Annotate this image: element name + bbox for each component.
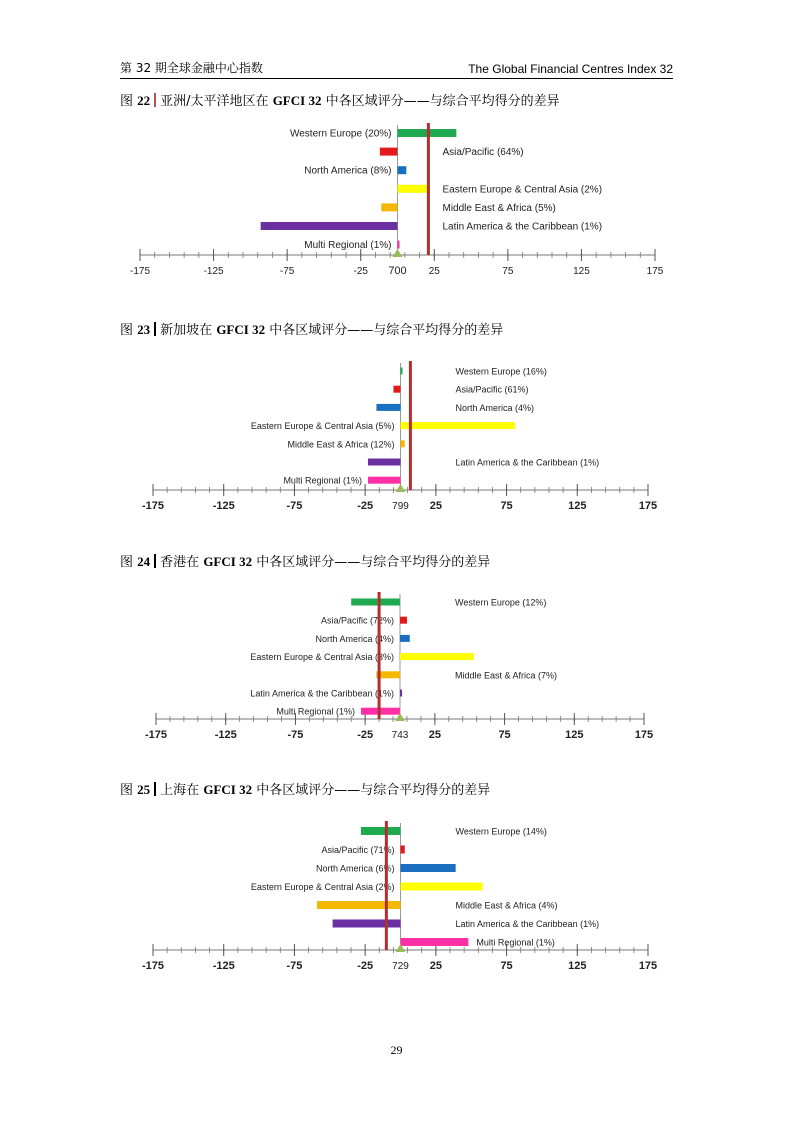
bar (398, 166, 407, 174)
bar-label: Western Europe (14%) (455, 826, 547, 837)
bar-label: North America (6%) (315, 863, 395, 874)
bar (361, 827, 401, 835)
bar-label: Latin America & the Caribbean (1%) (455, 919, 600, 929)
x-tick-label: 75 (500, 500, 513, 512)
bar-label: Latin America & the Caribbean (1%) (250, 688, 394, 699)
x-tick-label: 175 (638, 960, 658, 972)
x-tick-label: 175 (638, 500, 658, 512)
center-score-label: 743 (391, 730, 409, 741)
x-tick-label: -75 (286, 960, 303, 972)
x-tick-label: 125 (568, 960, 587, 972)
bar-label: Asia/Pacific (61%) (455, 384, 529, 395)
bar (401, 440, 405, 447)
x-tick-label: -25 (357, 500, 374, 512)
x-tick-label: -125 (203, 266, 224, 277)
bar-label: Eastern Europe & Central Asia (5%) (250, 421, 395, 432)
x-tick-label: -125 (214, 729, 237, 741)
x-tick-label: -175 (129, 266, 151, 277)
x-tick-label: 125 (568, 500, 587, 512)
x-tick-label: 25 (429, 500, 442, 512)
header-title-cn: 第 32 期全球金融中心指数 (120, 61, 263, 75)
x-tick-label: -75 (287, 729, 304, 741)
caption-gfci: GFCI 32 (203, 554, 253, 569)
bar-label: Middle East & Africa (7%) (455, 670, 558, 681)
chart-25 (142, 821, 657, 972)
x-tick-label: -25 (357, 960, 374, 972)
bar-label: Multi Regional (1%) (476, 937, 555, 948)
x-tick-label: 25 (429, 960, 442, 972)
bar (401, 846, 405, 854)
caption-text: 香港在 (160, 555, 200, 570)
bar-label: Western Europe (16%) (455, 366, 547, 377)
bar-label: Latin America & the Caribbean (1%) (455, 457, 600, 468)
page-number: 29 (390, 1043, 403, 1057)
x-tick-label: 125 (573, 266, 590, 277)
bar (261, 222, 398, 230)
caption-text: 上海在 (160, 783, 200, 798)
bar (398, 185, 430, 193)
bar-label: Middle East & Africa (5%) (442, 202, 556, 214)
caption-prefix: 图 (120, 94, 134, 109)
caption-suffix: 中各区域评分——与综合平均得分的差异 (256, 783, 491, 798)
caption-text: 亚洲/太平洋地区在 (160, 94, 269, 109)
center-score-label: 700 (388, 265, 407, 277)
figure-number: 24 (137, 554, 151, 569)
bar-label: Asia/Pacific (72%) (320, 615, 394, 626)
x-tick-label: 25 (428, 729, 441, 741)
bar-label: Eastern Europe & Central Asia (2%) (250, 882, 395, 892)
bar-label: Multi Regional (1%) (283, 475, 362, 486)
bar (400, 617, 407, 624)
caption-suffix: 中各区域评分——与综合平均得分的差异 (269, 323, 504, 338)
caption-suffix: 中各区域评分——与综合平均得分的差异 (325, 94, 560, 109)
caption-suffix: 中各区域评分——与综合平均得分的差异 (256, 555, 491, 570)
x-tick-label: 75 (500, 960, 513, 972)
center-score-label: 799 (392, 501, 409, 512)
bar (401, 864, 456, 872)
bar-label: North America (4%) (455, 402, 535, 413)
x-tick-label: -75 (286, 500, 303, 512)
x-tick-label: -175 (141, 500, 165, 512)
x-tick-label: -125 (212, 960, 235, 972)
figure-number: 23 (137, 322, 151, 337)
center-score-label: 729 (392, 961, 409, 972)
x-tick-label: 75 (498, 729, 511, 741)
x-tick-label: -75 (279, 266, 295, 277)
bar-label: Asia/Pacific (71%) (321, 845, 395, 855)
bar (351, 599, 400, 606)
bar-label: North America (8%) (304, 165, 392, 177)
bar-label: Western Europe (20%) (289, 128, 392, 140)
bar-label: Asia/Pacific (64%) (442, 147, 524, 159)
x-tick-label: 25 (428, 266, 440, 277)
bar-label: Multi Regional (1%) (304, 240, 392, 252)
bar (401, 883, 483, 891)
x-tick-label: 175 (646, 266, 664, 277)
bar (368, 477, 401, 484)
bar (398, 241, 400, 249)
center-marker-icon (396, 484, 406, 492)
bar-label: Eastern Europe & Central Asia (2%) (442, 184, 603, 196)
chart-24 (145, 592, 653, 741)
x-tick-label: 75 (502, 266, 514, 277)
bar (333, 920, 401, 928)
caption-gfci: GFCI 32 (216, 322, 266, 337)
x-tick-label: 175 (634, 729, 654, 741)
bar (401, 368, 403, 375)
caption-prefix: 图 (120, 783, 134, 798)
chart-23 (142, 361, 657, 512)
bar (381, 203, 397, 211)
center-marker-icon (393, 249, 403, 257)
bar (393, 386, 400, 393)
figure-number: 25 (137, 782, 151, 797)
bar-label: Multi Regional (1%) (276, 706, 355, 717)
bar-label: Eastern Europe & Central Asia (3%) (250, 652, 394, 663)
x-tick-label: -125 (212, 500, 235, 512)
x-tick-label: -25 (357, 729, 374, 741)
bar (400, 653, 474, 660)
bar-label: Middle East & Africa (12%) (287, 439, 395, 450)
caption-text: 新加坡在 (160, 323, 213, 338)
chart-22 (130, 123, 664, 277)
bar (317, 901, 400, 909)
bar-label: Middle East & Africa (4%) (455, 900, 558, 911)
bar (368, 459, 401, 466)
bar (400, 690, 402, 697)
bar-label: North America (4%) (315, 633, 394, 644)
caption-gfci: GFCI 32 (203, 782, 253, 797)
bar-label: Latin America & the Caribbean (1%) (442, 221, 603, 233)
x-tick-label: -25 (353, 266, 368, 277)
bar (401, 938, 469, 946)
x-tick-label: -175 (141, 960, 165, 972)
header-title-en: The Global Financial Centres Index 32 (468, 62, 673, 76)
caption-prefix: 图 (120, 323, 134, 338)
bar-label: Western Europe (12%) (455, 597, 547, 608)
x-tick-label: 125 (565, 729, 584, 741)
bar (380, 148, 398, 156)
x-tick-label: -175 (144, 729, 168, 741)
caption-prefix: 图 (120, 555, 134, 570)
bar (400, 635, 410, 642)
bar (401, 422, 516, 429)
bar (376, 404, 400, 411)
figure-number: 22 (137, 93, 151, 108)
caption-gfci: GFCI 32 (272, 93, 322, 108)
